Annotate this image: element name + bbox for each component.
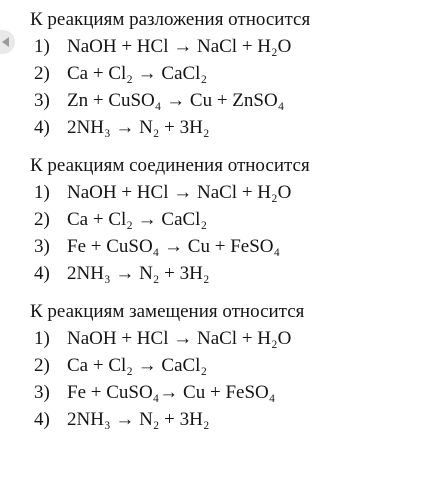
option-number: 1) — [34, 328, 50, 349]
option-number: 4) — [34, 263, 50, 284]
option-number: 2) — [34, 355, 50, 376]
question-prompt: К реакциям соединения относится — [30, 155, 310, 176]
answer-option — [30, 114, 435, 141]
option-equation: Zn + CuSO₄ → Cu + ZnSO₄ — [67, 90, 285, 111]
option-equation: Fe + CuSO₄→ Cu + FeSO₄ — [67, 382, 276, 403]
answer-option — [30, 87, 435, 114]
question-substitution — [30, 298, 435, 433]
answer-option — [30, 260, 435, 287]
answer-option — [30, 206, 435, 233]
option-equation: Ca + Cl₂ → CaCl₂ — [67, 63, 208, 84]
question-prompt: К реакциям разложения относится — [30, 9, 311, 30]
option-number: 2) — [34, 63, 50, 84]
question-decomposition — [30, 6, 435, 141]
option-equation: 2NH₃ → N₂ + 3H₂ — [67, 117, 210, 138]
answer-option — [30, 33, 435, 60]
question-combination — [30, 152, 435, 287]
answer-option — [30, 406, 435, 433]
option-number: 1) — [34, 182, 50, 203]
option-equation: Ca + Cl₂ → CaCl₂ — [67, 355, 208, 376]
option-number: 4) — [34, 409, 50, 430]
question-list — [30, 6, 435, 444]
option-number: 4) — [34, 117, 50, 138]
option-equation: NaOH + HCl → NaCl + H₂O — [67, 328, 292, 349]
answer-option — [30, 233, 435, 260]
option-number: 1) — [34, 36, 50, 57]
answer-option — [30, 179, 435, 206]
answer-option — [30, 60, 435, 87]
option-equation: NaOH + HCl → NaCl + H₂O — [67, 182, 292, 203]
answer-option — [30, 352, 435, 379]
option-number: 2) — [34, 209, 50, 230]
answer-option — [30, 325, 435, 352]
answer-option — [30, 379, 435, 406]
option-equation: NaOH + HCl → NaCl + H₂O — [67, 36, 292, 57]
question-prompt: К реакциям замещения относится — [30, 301, 305, 322]
option-equation: Ca + Cl₂ → CaCl₂ — [67, 209, 208, 230]
back-arrow-icon[interactable] — [0, 30, 15, 54]
option-number: 3) — [34, 236, 50, 257]
option-equation: 2NH₃ → N₂ + 3H₂ — [67, 409, 210, 430]
option-number: 3) — [34, 382, 50, 403]
option-equation: 2NH₃ → N₂ + 3H₂ — [67, 263, 210, 284]
option-number: 3) — [34, 90, 50, 111]
option-equation: Fe + CuSO₄ → Cu + FeSO₄ — [67, 236, 281, 257]
